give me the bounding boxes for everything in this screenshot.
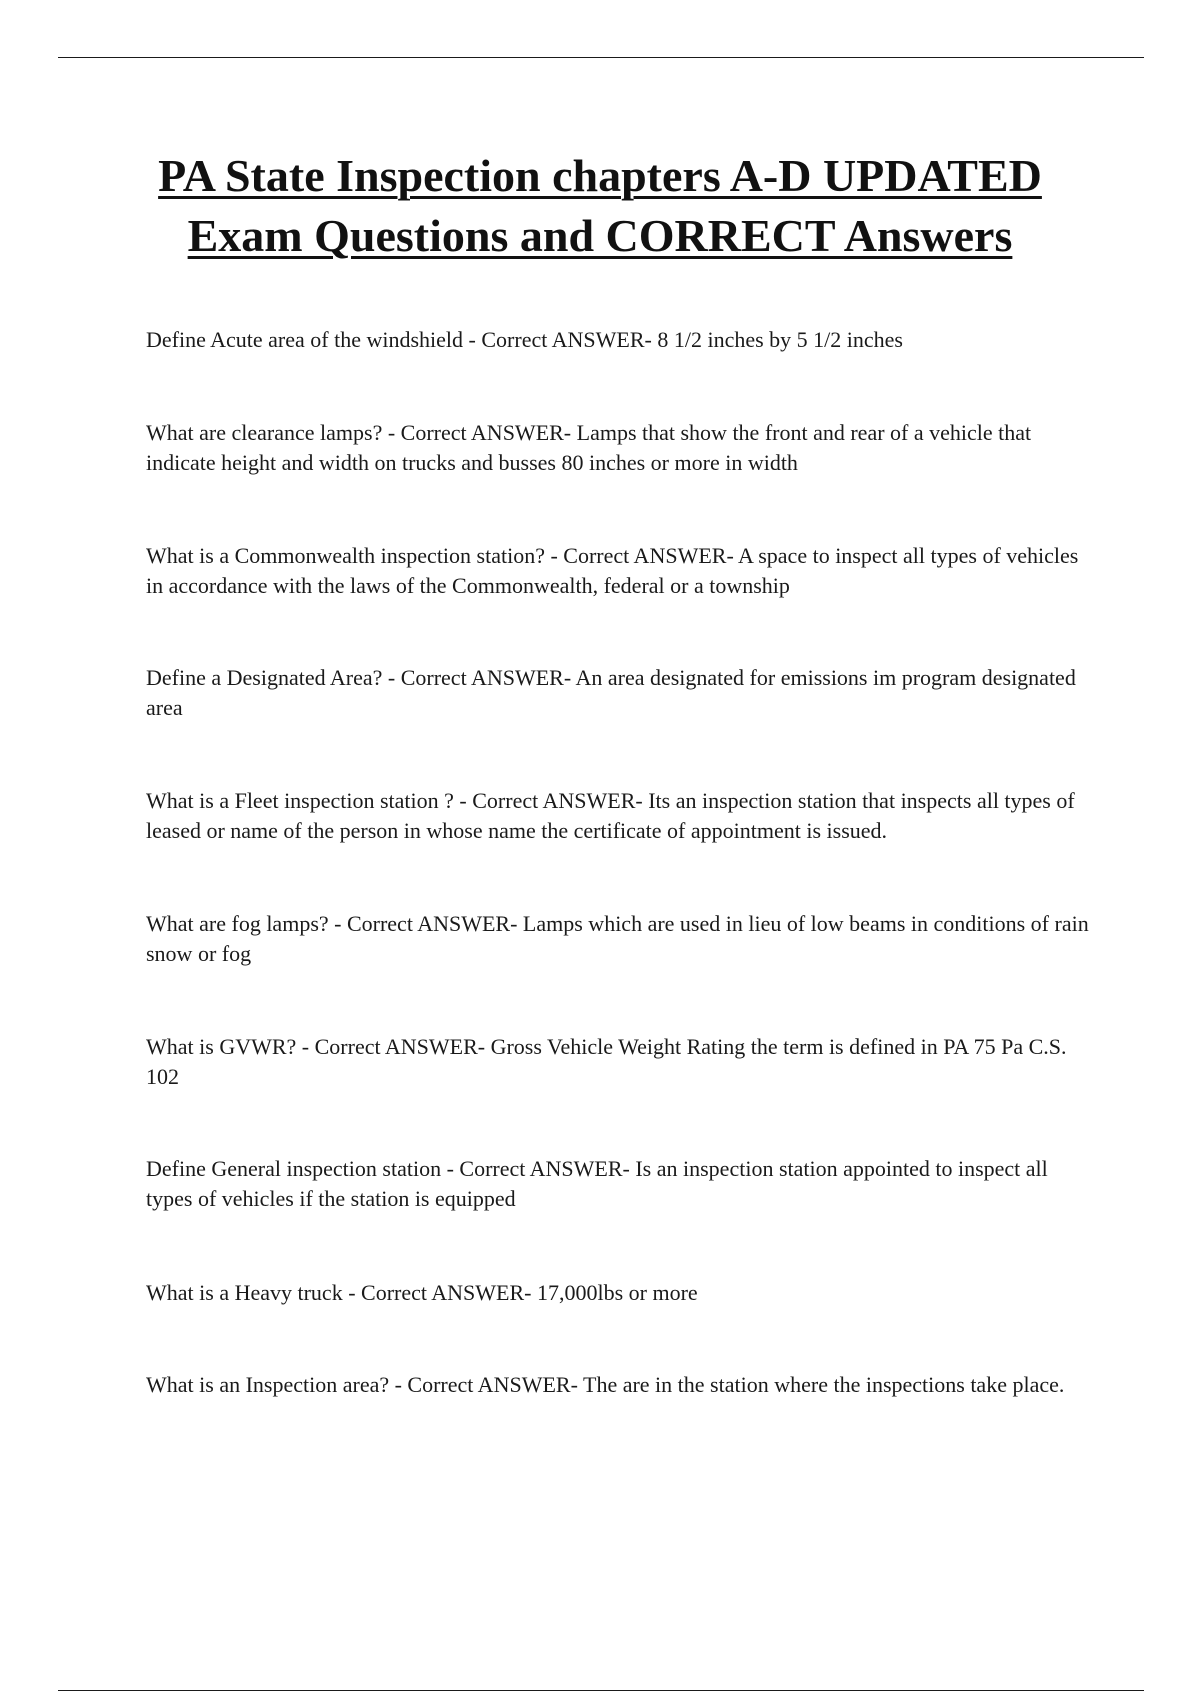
qa-item-heavy-truck: What is a Heavy truck - Correct ANSWER- 17,000lbs or more xyxy=(146,1280,698,1305)
bottom-rule xyxy=(58,1690,1144,1691)
qa-item-inspection-area: What is an Inspection area? - Correct ANSWER- The are in the station where the inspections take place. xyxy=(146,1372,1065,1397)
qa-item-acute-area: Define Acute area of the windshield - Correct ANSWER- 8 1/2 inches by 5 1/2 inches xyxy=(146,327,903,352)
title-line-2: Exam Questions and CORRECT Answers xyxy=(187,210,1013,261)
title-line-1: PA State Inspection chapters A-D UPDATED xyxy=(158,150,1042,201)
qa-item-designated-area: Define a Designated Area? - Correct ANSWER- An area designated for emissions im program designated area xyxy=(146,665,1076,720)
qa-item-commonwealth-station: What is a Commonwealth inspection station? - Correct ANSWER- A space to inspect all types of vehicles in accordance with the laws of the Commonwealth, federal or a township xyxy=(146,543,1079,598)
qa-item-general-station: Define General inspection station - Correct ANSWER- Is an inspection station appointed to inspect all types of vehicles if the station is equipped xyxy=(146,1156,1048,1211)
qa-item-fleet-station: What is a Fleet inspection station ? - Correct ANSWER- Its an inspection station that inspects all types of leased or name of the person in whose name the certificate of appointment is issued. xyxy=(146,788,1075,843)
qa-item-clearance-lamps: What are clearance lamps? - Correct ANSWER- Lamps that show the front and rear of a vehicle that indicate height and width on trucks and busses 80 inches or more in width xyxy=(146,420,1032,475)
qa-item-gvwr: What is GVWR? - Correct ANSWER- Gross Vehicle Weight Rating the term is defined in PA 75 Pa C.S. 102 xyxy=(146,1034,1067,1089)
qa-item-fog-lamps: What are fog lamps? - Correct ANSWER- Lamps which are used in lieu of low beams in conditions of rain snow or fog xyxy=(146,911,1089,966)
